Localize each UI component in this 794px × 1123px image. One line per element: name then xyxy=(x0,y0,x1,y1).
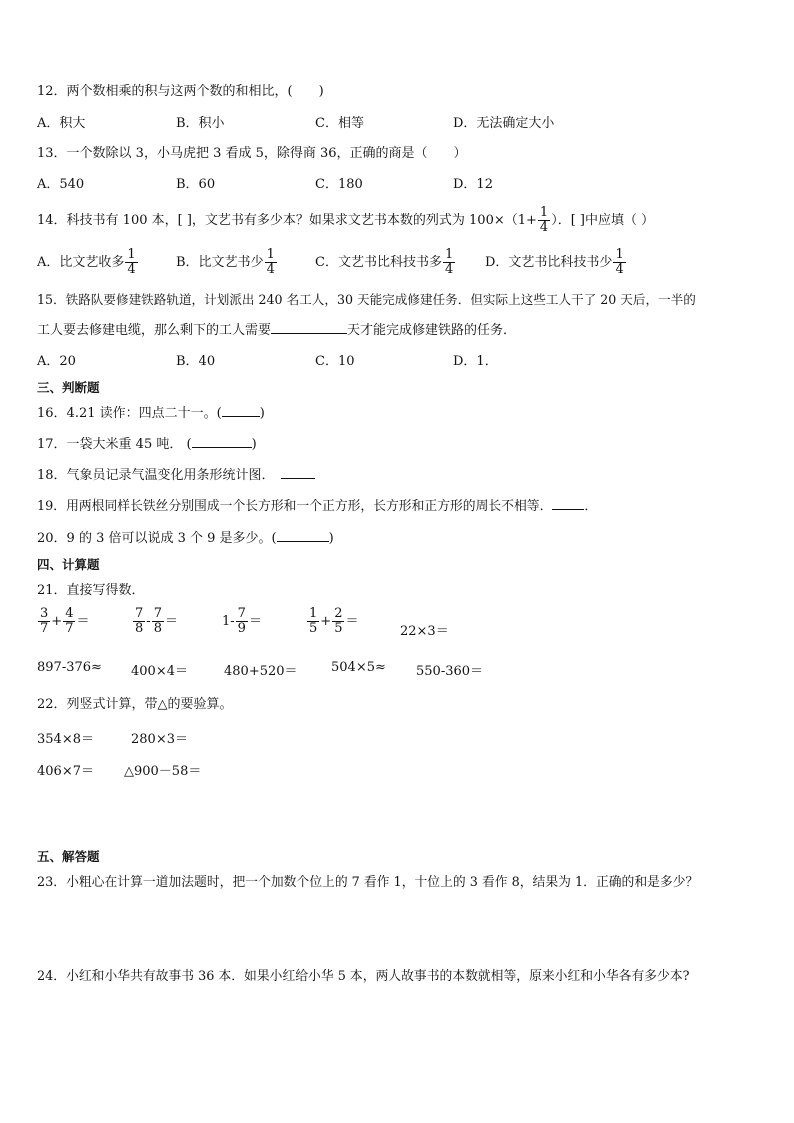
fraction-denominator: 4 xyxy=(444,262,454,277)
question-17 xyxy=(37,437,257,453)
q15-text-after: 天才能完成修建铁路的任务． xyxy=(347,323,517,338)
q20-text: 20．9 的 3 倍可以说成 3 个 9 是多少。( xyxy=(37,531,277,546)
fraction-denominator: 4 xyxy=(615,262,624,277)
q15-option-c: C．10 xyxy=(315,354,355,369)
question-15-line2 xyxy=(37,323,516,339)
fraction-numerator: 7 xyxy=(135,606,144,621)
calc-row2-4: 504×5≈ xyxy=(331,660,386,675)
fraction-denominator: 5 xyxy=(334,621,343,636)
operator: + xyxy=(51,614,63,629)
q16-close: ) xyxy=(259,406,265,421)
operator: + xyxy=(320,614,332,629)
q13-option-a: A．540 xyxy=(37,177,85,192)
answer-blank[interactable] xyxy=(222,416,260,417)
q12-option-d: D．无法确定大小 xyxy=(453,116,555,131)
q12-option-c: C．相等 xyxy=(315,116,364,131)
calc-row2-2: 400×4＝ xyxy=(131,664,188,679)
calc-item-5: 22×3＝ xyxy=(400,624,449,639)
fraction-denominator: 9 xyxy=(237,621,246,636)
equals: ＝ xyxy=(76,614,90,629)
question-13-stem: 13．一个数除以 3，小马虎把 3 看成 5，除得商 36，正确的商是（ ） xyxy=(37,146,467,161)
vertical-calc-2: 280×3＝ xyxy=(131,732,188,747)
fraction-numerator: 4 xyxy=(65,606,74,621)
question-24: 24．小红和小华共有故事书 36 本．如果小红给小华 5 本，两人故事书的本数就相等，原来小红和小华各有多少本? xyxy=(37,969,690,984)
question-14-stem xyxy=(37,204,654,238)
fraction-numerator: 7 xyxy=(237,606,246,621)
fraction-denominator: 4 xyxy=(539,220,549,235)
calc-row2-1: 897-376≈ xyxy=(37,660,102,675)
q14-option-c xyxy=(315,246,456,280)
fraction-numerator: 1 xyxy=(266,247,275,262)
answer-blank[interactable] xyxy=(281,478,315,479)
question-21-stem: 21．直接写得数． xyxy=(37,583,145,598)
fraction-denominator: 4 xyxy=(266,262,275,277)
fraction-denominator: 7 xyxy=(65,621,74,636)
q15-option-a: A．20 xyxy=(37,354,76,369)
q20-close: ) xyxy=(328,531,334,546)
question-23: 23．小粗心在计算一道加法题时，把一个加数个位上的 7 看作 1，十位上的 3 看作 8，结果为 1．正确的和是多少？ xyxy=(37,875,699,890)
calc-row2-3: 480+520＝ xyxy=(224,664,298,679)
fraction-denominator: 5 xyxy=(309,621,318,636)
fraction-denominator: 4 xyxy=(127,262,136,277)
answer-blank[interactable] xyxy=(192,447,252,448)
answer-blank[interactable] xyxy=(271,333,347,334)
question-16 xyxy=(37,406,265,422)
answer-blank[interactable] xyxy=(277,541,329,542)
question-18 xyxy=(37,468,315,484)
q18-text: 18．气象员记录气温变化用条形统计图． xyxy=(37,468,275,483)
vertical-calc-4: △900－58＝ xyxy=(124,764,202,779)
q19-text: 19．用两根同样长铁丝分别围成一个长方形和一个正方形，长方形和正方形的周长不相等． xyxy=(37,499,553,514)
fraction-numerator: 3 xyxy=(40,606,49,621)
equals: ＝ xyxy=(345,614,359,629)
fraction-numerator: 1 xyxy=(615,247,624,262)
q14-option-d xyxy=(485,246,627,280)
q14-stem-before: 14．科技书有 100 本，[ ]，文艺书有多少本？如果求文艺书本数的列式为 100×（1+ xyxy=(37,213,537,228)
question-12-stem: 12．两个数相乘的积与这两个数的和相比，( ) xyxy=(37,84,324,99)
section-title-calculation: 四、计算题 xyxy=(37,557,100,572)
q14-option-a xyxy=(37,246,139,280)
section-title-word-problems: 五、解答题 xyxy=(37,849,100,864)
fraction-denominator: 8 xyxy=(135,621,144,636)
q13-option-b: B．60 xyxy=(176,177,216,192)
fraction-numerator: 1 xyxy=(539,205,549,220)
q17-close: ) xyxy=(251,437,257,452)
q17-text: 17．一袋大米重 45 吨． ( xyxy=(37,437,192,452)
calc-item-1 xyxy=(37,607,89,636)
fraction-denominator: 8 xyxy=(153,621,162,636)
q15-option-b: B．40 xyxy=(176,354,216,369)
question-20 xyxy=(37,531,334,547)
calc-row2-5: 550-360＝ xyxy=(416,664,484,679)
fraction-numerator: 1 xyxy=(309,606,318,621)
equals: ＝ xyxy=(164,614,178,629)
q15-option-d: D．1． xyxy=(453,354,498,369)
question-19 xyxy=(37,499,597,515)
fraction-numerator: 2 xyxy=(334,606,343,621)
fraction-numerator: 7 xyxy=(153,606,162,621)
vertical-calc-3: 406×7＝ xyxy=(37,764,94,779)
q19-close: ． xyxy=(584,499,598,514)
q15-text-before: 工人要去修建电缆，那么剩下的工人需要 xyxy=(37,323,272,338)
vertical-calc-1: 354×8＝ xyxy=(37,732,94,747)
q13-option-d: D．12 xyxy=(453,177,493,192)
fraction-numerator: 1 xyxy=(444,247,454,262)
section-title-judgement: 三、判断题 xyxy=(37,380,100,395)
q14-fraction xyxy=(538,206,550,235)
calc-item-2 xyxy=(132,607,178,636)
option-text: B．比文艺书少 xyxy=(176,255,264,270)
calc-item-4 xyxy=(306,607,358,636)
prefix: 1- xyxy=(222,614,235,629)
q14-stem-after: ）．[ ]中应填（ ） xyxy=(551,213,655,228)
q12-option-a: A．积大 xyxy=(37,116,86,131)
answer-blank[interactable] xyxy=(552,509,584,510)
question-22-stem: 22．列竖式计算，带△的要验算。 xyxy=(37,697,233,712)
equals: ＝ xyxy=(248,614,262,629)
fraction-numerator: 1 xyxy=(127,247,136,262)
q13-option-c: C．180 xyxy=(315,177,363,192)
operator: - xyxy=(146,614,151,629)
q16-text: 16．4.21 读作：四点二十一。( xyxy=(37,406,222,421)
calc-item-3 xyxy=(222,607,262,636)
option-text: A．比文艺收多 xyxy=(37,255,125,270)
q12-option-b: B．积小 xyxy=(176,116,225,131)
option-text: C．文艺书比科技书多 xyxy=(315,255,442,270)
option-text: D．文艺书比科技书少 xyxy=(485,255,613,270)
question-15-line1: 15．铁路队要修建铁路轨道，计划派出 240 名工人，30 天能完成修建任务．但实际上这些工人干了 20 天后，一半的 xyxy=(37,292,696,307)
fraction-denominator: 7 xyxy=(40,621,49,636)
q14-option-b xyxy=(176,246,278,280)
